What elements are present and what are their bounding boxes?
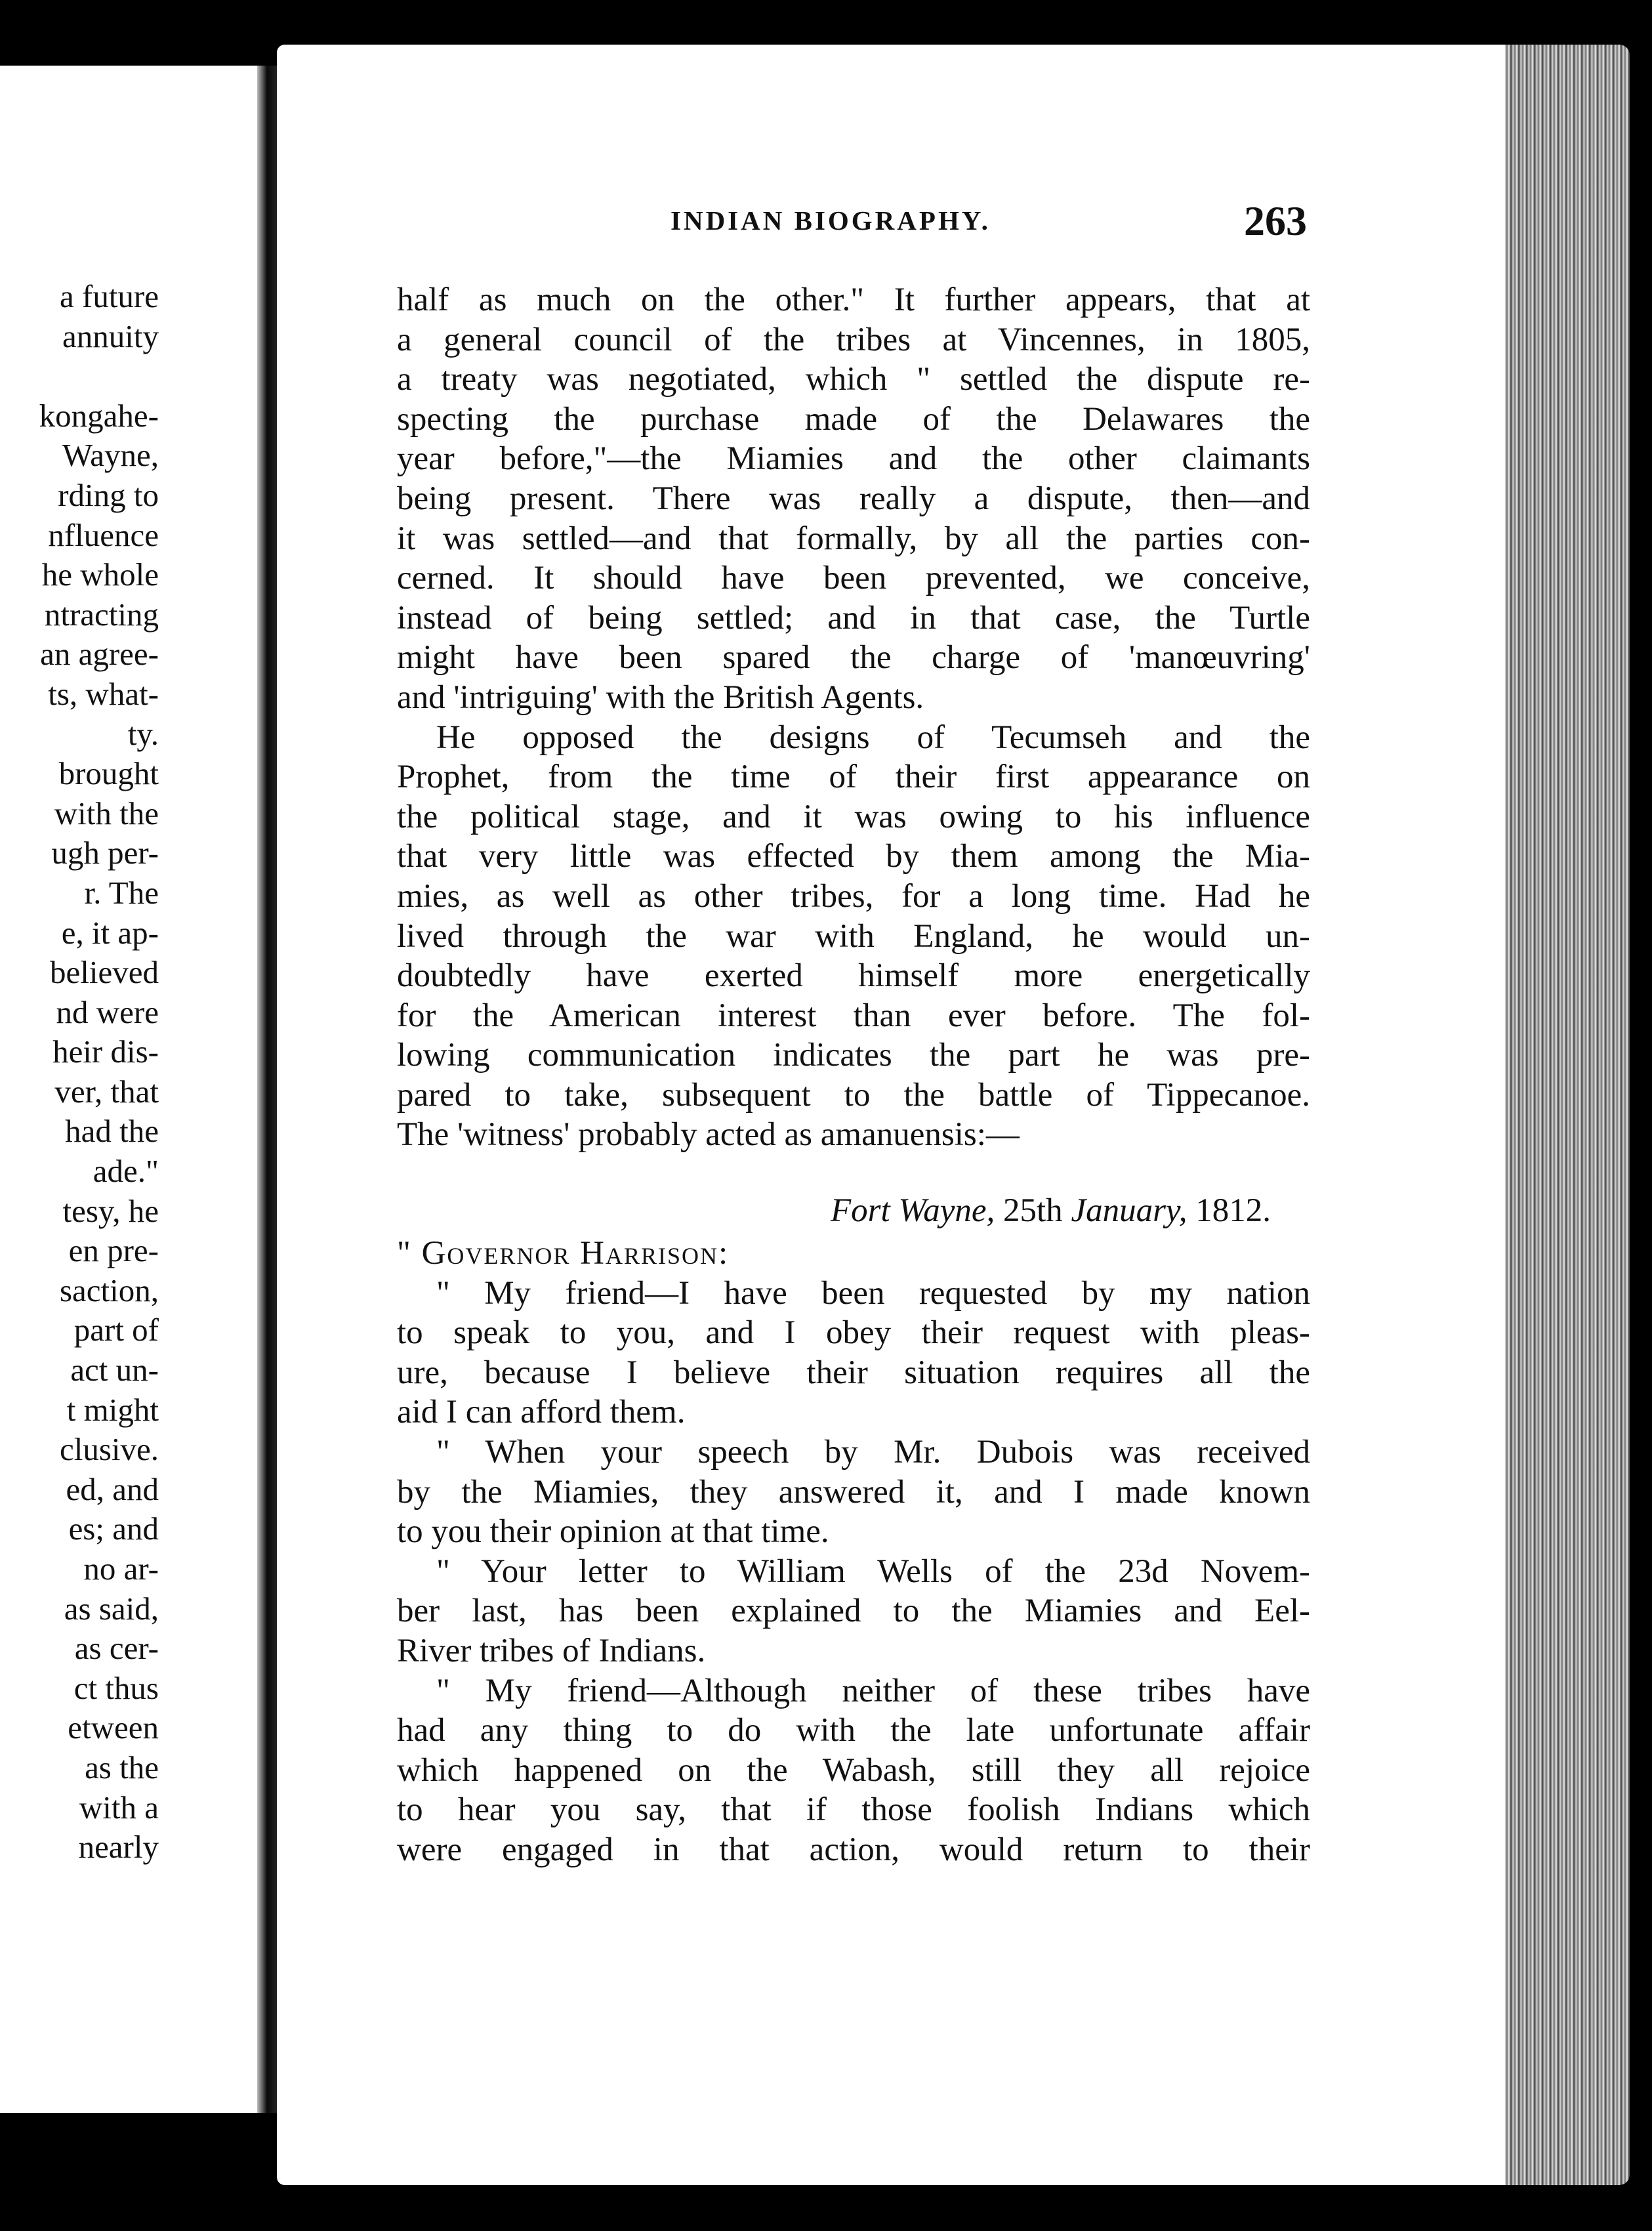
left-line: act un-	[70, 1352, 159, 1388]
text-line: " When your speech by Mr. Dubois was received	[436, 1434, 1310, 1471]
left-line: had the	[65, 1113, 159, 1150]
paragraph-4	[397, 1432, 1310, 1552]
text-line: mies, as well as other tribes, for a long time. Had he	[397, 877, 1310, 915]
left-line: no ar-	[83, 1551, 159, 1587]
left-line: nearly	[78, 1829, 159, 1866]
left-line: nfluence	[48, 516, 159, 553]
left-line: with the	[54, 795, 159, 831]
left-line: en pre-	[68, 1232, 159, 1269]
dateline-month: January,	[1071, 1192, 1187, 1230]
paragraph-3	[397, 1274, 1310, 1432]
text-line: pared to take, subsequent to the battle of Tippecanoe.	[397, 1076, 1310, 1114]
paragraph-2	[397, 718, 1310, 1156]
text-line: were engaged in that action, would return to their	[397, 1831, 1310, 1868]
text-line: He opposed the designs of Tecumseh and the	[436, 719, 1310, 756]
left-line: ntracting	[44, 596, 159, 633]
left-line: as said,	[64, 1590, 159, 1627]
left-line: he whole	[41, 556, 159, 593]
left-line: as cer-	[74, 1630, 159, 1667]
text-line: River tribes of Indians.	[397, 1633, 706, 1669]
text-line: being present. There was really a dispute, then—and	[397, 480, 1310, 517]
text-line: lived through the war with England, he would un-	[397, 917, 1310, 955]
left-line: brought	[58, 755, 159, 792]
paragraph-6	[397, 1671, 1310, 1870]
left-line: rding to	[58, 476, 159, 513]
paragraph-1	[397, 280, 1310, 718]
left-line: ts, what-	[48, 675, 159, 712]
text-line: doubtedly have exerted himself more energetically	[397, 957, 1310, 995]
left-line: with a	[79, 1789, 159, 1825]
left-line: Wayne,	[62, 437, 159, 474]
left-line: a future	[60, 278, 159, 314]
text-line: instead of being settled; and in that case, the Turtle	[397, 599, 1310, 636]
left-line: as the	[85, 1749, 159, 1785]
left-line: ade."	[93, 1153, 159, 1190]
letter-dateline	[397, 1188, 1310, 1234]
left-line: annuity	[62, 318, 159, 354]
letter-salutation: " Governor Harrison:	[397, 1235, 730, 1272]
left-line: ver, that	[54, 1073, 159, 1110]
text-line: the political stage, and it was owing to his influence	[397, 798, 1310, 835]
page-number: 263	[1244, 198, 1307, 244]
left-line: es; and	[68, 1511, 159, 1547]
text-line: lowing communication indicates the part he was pre-	[397, 1037, 1310, 1074]
text-line: to you their opinion at that time.	[397, 1513, 829, 1551]
page-header	[671, 197, 1307, 249]
text-line: Prophet, from the time of their first appearance on	[397, 759, 1310, 796]
paragraph-5	[397, 1552, 1310, 1671]
left-line: r. The	[84, 874, 159, 911]
running-head: INDIAN BIOGRAPHY.	[671, 205, 991, 236]
left-line: ct thus	[73, 1669, 159, 1706]
text-line: year before,"—the Miamies and the other claimants	[397, 440, 1310, 478]
text-line: a general council of the tribes at Vincennes, in 1805,	[397, 321, 1310, 358]
left-line: ty.	[127, 715, 159, 752]
text-line: that very little was effected by them among the Mia-	[397, 838, 1310, 875]
left-line: nd were	[56, 993, 159, 1030]
text-line: which happened on the Wabash, still they all rejoice	[397, 1751, 1310, 1789]
text-line: ure, because I believe their situation requires all the	[397, 1354, 1310, 1391]
page-edges	[1505, 45, 1630, 2185]
text-line: a treaty was negotiated, which " settled the dispute re-	[397, 361, 1310, 398]
left-page-text-fragments	[1, 277, 159, 1867]
left-line	[1, 356, 159, 396]
left-line: ugh per-	[51, 835, 159, 871]
text-line: ber last, has been explained to the Miamies and Eel-	[397, 1593, 1310, 1630]
left-line: etween	[68, 1709, 159, 1746]
text-line: to speak to you, and I obey their request with pleas-	[397, 1314, 1310, 1352]
left-page	[0, 66, 257, 2113]
text-line: for the American interest than ever before. The fol-	[397, 997, 1310, 1034]
book-gutter	[257, 66, 277, 2113]
text-line: " Your letter to William Wells of the 23d Novem-	[436, 1553, 1310, 1590]
text-line: might have been spared the charge of 'manœuvring'	[397, 639, 1310, 677]
left-line: believed	[50, 954, 159, 991]
left-line: clusive.	[59, 1431, 159, 1468]
text-line: specting the purchase made of the Delawares the	[397, 400, 1310, 438]
dateline-place: Fort Wayne,	[831, 1192, 995, 1230]
text-line: and 'intriguing' with the British Agents.	[397, 678, 924, 716]
body-text	[397, 280, 1310, 1870]
left-line: heir dis-	[52, 1033, 159, 1070]
text-line: half as much on the other." It further appears, that at	[397, 281, 1310, 318]
text-line: aid I can afford them.	[397, 1394, 686, 1431]
left-line: e, it ap-	[61, 914, 159, 951]
dateline-day: 25th	[1003, 1192, 1063, 1230]
left-line: saction,	[59, 1272, 159, 1308]
text-line: it was settled—and that formally, by all the parties con-	[397, 520, 1310, 557]
left-line: kongahe-	[39, 397, 159, 434]
left-line: tesy, he	[62, 1192, 159, 1229]
text-line: to hear you say, that if those foolish Indians which	[397, 1791, 1310, 1829]
left-line: part of	[73, 1312, 159, 1348]
left-line: t might	[66, 1391, 159, 1428]
text-line: " My friend—Although neither of these tribes have	[436, 1672, 1310, 1709]
text-line: " My friend—I have been requested by my nation	[436, 1274, 1310, 1312]
text-line: by the Miamies, they answered it, and I made known	[397, 1473, 1310, 1511]
dateline-year: 1812.	[1195, 1192, 1271, 1230]
left-line: an agree-	[40, 636, 159, 673]
text-line: cerned. It should have been prevented, we conceive,	[397, 560, 1310, 597]
left-line: ed, and	[66, 1470, 159, 1507]
text-line: had any thing to do with the late unfortunate affair	[397, 1712, 1310, 1749]
text-line: The 'witness' probably acted as amanuensis:—	[397, 1116, 1020, 1154]
